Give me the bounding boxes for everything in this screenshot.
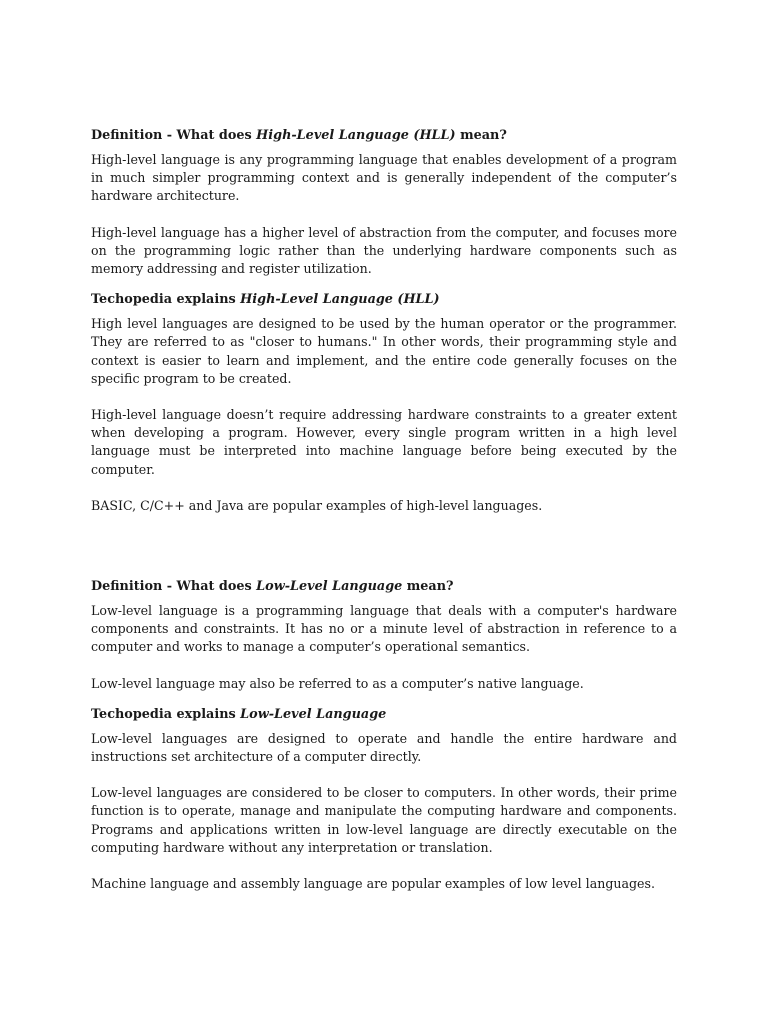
lll-definition-heading-term: Low-Level Language (256, 579, 403, 595)
hll-definition-heading-suffix: mean? (455, 128, 507, 143)
lll-explains-paragraph-3: Machine language and assembly language are popular examples of low level languages. (91, 876, 655, 892)
lll-definition-heading-prefix: Definition - What does (91, 579, 257, 595)
lll-definition-paragraph-2: Low-level language may also be referred to as a computer’s native language. (91, 675, 584, 691)
lll-definition-heading (91, 577, 677, 597)
lll-explains-paragraph-2: Low-level languages are considered to be closer to computers. In other words, their prime function is to operate, manage and manipulate the computing hardware and components. Programs and applications written in low-level language are directly executable on the computing hardware without any interpretation or translation. (91, 785, 677, 855)
lll-explains-heading-prefix: Techopedia explains (91, 706, 241, 722)
document-page (91, 126, 677, 911)
hll-definition-heading-prefix: Definition - What does (91, 128, 257, 143)
hll-explains-paragraph-2: High-level language doesn’t require addressing hardware constraints to a greater extent when developing a program. However, every single program written in a high level language must be interpreted into machine language before being executed by the computer. (91, 407, 677, 477)
hll-explains-paragraph-1: High level languages are designed to be used by the human operator or the programmer. They are referred to as "closer to humans." In other words, their programming style and context is easier to learn and implement, and the entire code generally focuses on the specific program to be created. (91, 316, 677, 386)
lll-definition-heading-suffix: mean? (402, 579, 454, 595)
hll-explains-heading-prefix: Techopedia explains (91, 292, 241, 308)
hll-definition-paragraph-2: High-level language has a higher level of abstraction from the computer, and focuses more on the programming logic rather than the underlying hardware components such as memory addressing and register utilization. (91, 224, 677, 277)
hll-definition-heading-term: High-Level Language (HLL) (256, 128, 456, 143)
hll-definition-heading (91, 126, 677, 146)
lll-explains-heading (91, 705, 677, 725)
hll-explains-heading-term: High-Level Language (HLL) (240, 292, 440, 308)
hll-definition-paragraph-1: High-level language is any programming language that enables development of a program in much simpler programming context and is generally independent of the computer’s hardware architecture. (91, 152, 677, 204)
hll-explains-heading (91, 290, 677, 310)
hll-explains-paragraph-3: BASIC, C/C++ and Java are popular examples of high-level languages. (91, 497, 543, 513)
lll-explains-heading-term: Low-Level Language (240, 706, 387, 722)
lll-explains-paragraph-1: Low-level languages are designed to operate and handle the entire hardware and instructions set architecture of a computer directly. (91, 730, 677, 765)
section-spacer (91, 533, 677, 577)
lll-definition-paragraph-1: Low-level language is a programming language that deals with a computer's hardware components and constraints. It has no or a minute level of abstraction in reference to a computer and works to manage a computer’s operational semantics. (91, 603, 677, 655)
